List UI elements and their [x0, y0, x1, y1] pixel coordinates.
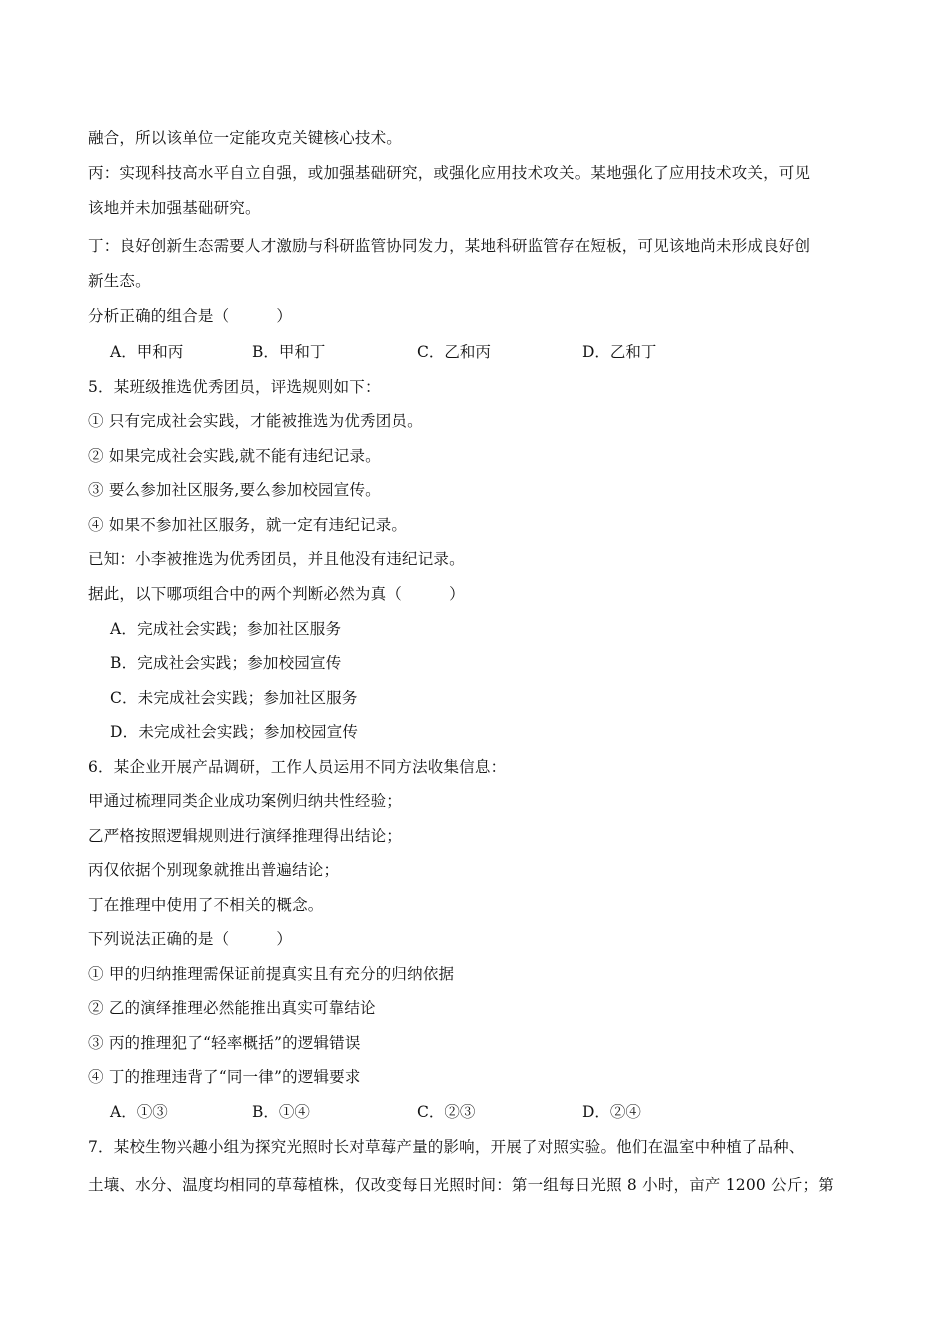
option-d: D．②④	[582, 1103, 641, 1121]
option-b: B．①④	[252, 1103, 310, 1121]
question-stem-cont: 土壤、水分、温度均相同的草莓植株，仅改变每日光照时间：第一组每日光照 8 小时，亩产 1200 公斤；第	[88, 1176, 834, 1194]
option-d: D．乙和丁	[582, 343, 657, 361]
statement-item: ② 乙的演绎推理必然能推出真实可靠结论	[88, 999, 376, 1017]
option-a: A．①③	[110, 1103, 168, 1121]
option-c: C．未完成社会实践；参加社区服务	[110, 689, 358, 707]
option-b: B．完成社会实践；参加校园宣传	[110, 654, 342, 672]
statement-item: ③ 丙的推理犯了“轻率概括”的逻辑错误	[88, 1034, 361, 1052]
rule-item: ④ 如果不参加社区服务，就一定有违纪记录。	[88, 516, 408, 534]
rule-item: ③ 要么参加社区服务,要么参加校园宣传。	[88, 481, 381, 499]
option-d: D．未完成社会实践；参加校园宣传	[110, 723, 359, 741]
question-prompt: 分析正确的组合是（ ）	[88, 307, 293, 325]
paragraph-line: 丁：良好创新生态需要人才激励与科研监管协同发力，某地科研监管存在短板，可见该地尚未形成良好创	[88, 237, 811, 255]
paragraph-line: 该地并未加强基础研究。	[88, 199, 261, 217]
info-line: 丁在推理中使用了不相关的概念。	[88, 896, 324, 914]
info-line: 丙仅依据个别现象就推出普遍结论；	[88, 861, 340, 879]
paragraph-line: 新生态。	[88, 272, 151, 290]
question-prompt: 据此，以下哪项组合中的两个判断必然为真（ ）	[88, 585, 465, 603]
statement-item: ④ 丁的推理违背了“同一律”的逻辑要求	[88, 1068, 361, 1086]
option-c: C．②③	[417, 1103, 476, 1121]
rule-item: ② 如果完成社会实践,就不能有违纪记录。	[88, 447, 381, 465]
option-b: B．甲和丁	[252, 343, 326, 361]
question-prompt: 下列说法正确的是（ ）	[88, 930, 293, 948]
question-stem: 6．某企业开展产品调研，工作人员运用不同方法收集信息：	[88, 758, 507, 776]
option-a: A．甲和丙	[110, 343, 184, 361]
known-condition: 已知：小李被推选为优秀团员，并且他没有违纪记录。	[88, 550, 465, 568]
question-stem: 5．某班级推选优秀团员，评选规则如下：	[88, 378, 381, 396]
option-c: C．乙和丙	[417, 343, 491, 361]
paragraph-line: 融合，所以该单位一定能攻克关键核心技术。	[88, 129, 403, 147]
info-line: 乙严格按照逻辑规则进行演绎推理得出结论；	[88, 827, 403, 845]
info-line: 甲通过梳理同类企业成功案例归纳共性经验；	[88, 792, 403, 810]
paragraph-line: 丙：实现科技高水平自立自强，或加强基础研究，或强化应用技术攻关。某地强化了应用技术攻关，可见	[88, 164, 811, 182]
statement-item: ① 甲的归纳推理需保证前提真实且有充分的归纳依据	[88, 965, 455, 983]
question-stem: 7．某校生物兴趣小组为探究光照时长对草莓产量的影响，开展了对照实验。他们在温室中种植了品种、	[88, 1138, 805, 1156]
rule-item: ① 只有完成社会实践，才能被推选为优秀团员。	[88, 412, 423, 430]
option-a: A．完成社会实践；参加社区服务	[110, 620, 342, 638]
